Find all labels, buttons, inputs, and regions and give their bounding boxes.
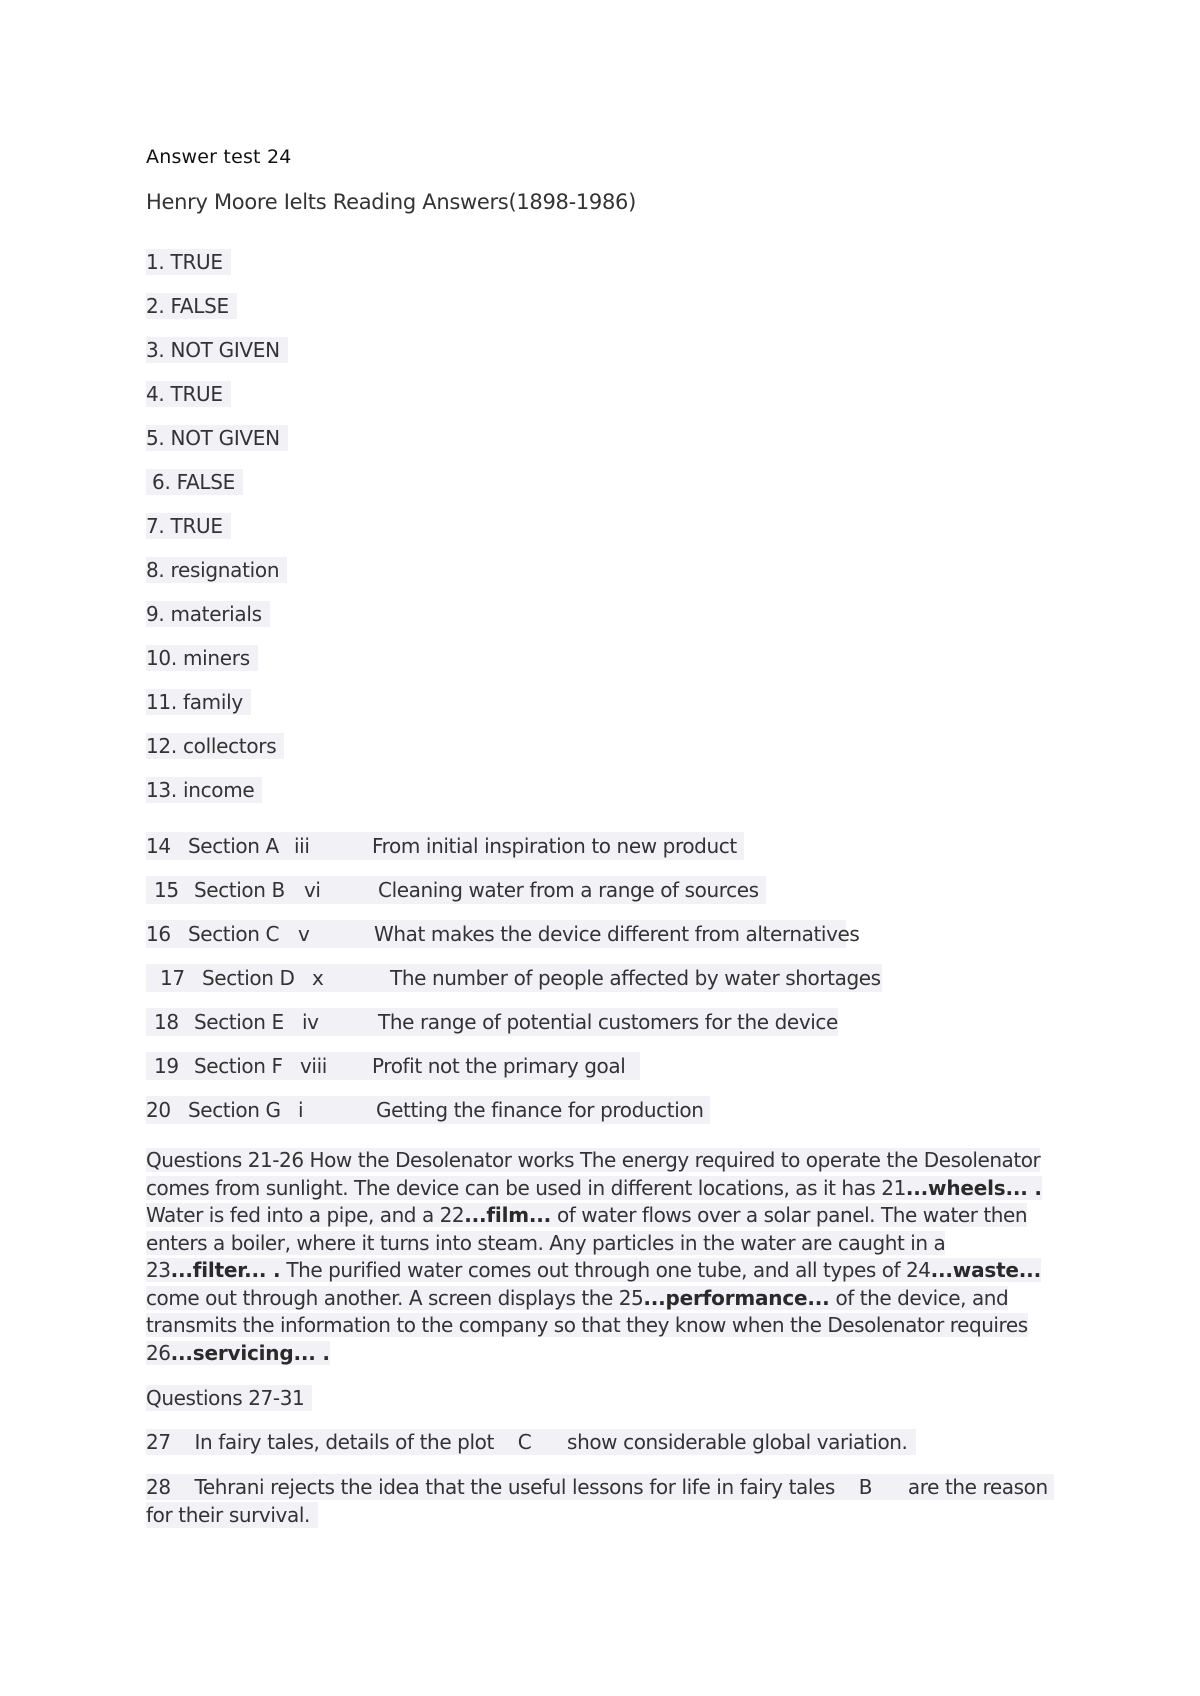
- answer-item: 8. resignation: [146, 558, 287, 582]
- answer-item: 10. miners: [146, 646, 258, 670]
- heading-number: 18: [154, 1010, 179, 1034]
- answer-item: 12. collectors: [146, 734, 284, 758]
- heading-number: 16: [146, 922, 171, 946]
- answer-24: ...waste...: [930, 1258, 1041, 1282]
- heading-text: From initial inspiration to new product: [372, 834, 737, 858]
- answer-25: ...performance...: [643, 1285, 830, 1310]
- heading-section: Section A: [188, 834, 279, 858]
- questions-27-31-heading: Questions 27-31: [146, 1386, 312, 1410]
- heading-row: [146, 1008, 838, 1036]
- heading-number: 19: [154, 1054, 179, 1078]
- page-subtitle: Henry Moore Ielts Reading Answers(1898-1986): [146, 190, 636, 214]
- answer-23: ...filter... .: [170, 1258, 281, 1282]
- heading-roman: viii: [300, 1054, 327, 1078]
- answer-26: ...servicing... .: [170, 1340, 330, 1365]
- heading-row: [146, 876, 766, 904]
- heading-number: 14: [146, 834, 171, 858]
- heading-number: 20: [146, 1098, 171, 1122]
- heading-roman: iv: [302, 1010, 319, 1034]
- heading-section: Section C: [188, 922, 280, 946]
- answer-22: ...film...: [464, 1203, 552, 1227]
- answer-item: 6. FALSE: [146, 470, 243, 494]
- heading-text: Getting the finance for production: [376, 1098, 704, 1122]
- heading-roman: iii: [294, 834, 310, 858]
- answer-item: 13. income: [146, 778, 262, 802]
- heading-section: Section G: [188, 1098, 281, 1122]
- heading-row: [146, 1096, 710, 1124]
- heading-number: 15: [154, 878, 179, 902]
- heading-section: Section B: [194, 878, 285, 902]
- heading-row: [146, 920, 860, 948]
- heading-row: [146, 964, 882, 992]
- heading-text: The range of potential customers for the device: [378, 1010, 838, 1034]
- heading-row: [146, 1052, 640, 1080]
- heading-roman: i: [298, 1098, 304, 1122]
- answer-item: 2. FALSE: [146, 294, 237, 318]
- answer-item: 11. family: [146, 690, 251, 714]
- heading-number: 17: [160, 966, 185, 990]
- answer-item: 5. NOT GIVEN: [146, 426, 288, 450]
- question-27: 27 In fairy tales, details of the plot C show considerable global variation.: [146, 1430, 916, 1454]
- answer-item: 4. TRUE: [146, 382, 231, 406]
- heading-text: What makes the device different from alternatives: [374, 922, 860, 946]
- page-title: Answer test 24: [146, 146, 292, 168]
- answer-item: 3. NOT GIVEN: [146, 338, 288, 362]
- heading-roman: v: [298, 922, 310, 946]
- answer-item: 9. materials: [146, 602, 270, 626]
- answer-21: ...wheels... .: [905, 1175, 1042, 1200]
- heading-section: Section E: [194, 1010, 284, 1034]
- heading-row: [146, 832, 744, 860]
- heading-text: Profit not the primary goal: [372, 1054, 626, 1078]
- heading-section: Section D: [202, 966, 295, 990]
- answer-item: 1. TRUE: [146, 250, 231, 274]
- answer-item: 7. TRUE: [146, 514, 231, 538]
- heading-text: Cleaning water from a range of sources: [378, 878, 759, 902]
- question-28: 28 Tehrani rejects the idea that the useful lessons for life in fairy tales B are the reason for their survival.: [146, 1475, 1054, 1527]
- heading-section: Section F: [194, 1054, 283, 1078]
- desolenator-paragraph: Questions 21-26 How the Desolenator works The energy required to operate the Desolenator comes from sunlight. The device can be used in different locations, as it has 21...wheels... . Water is fed into a pipe, and a 22...film... of water flows over a solar panel. The water then enters a boiler, where it turns into steam. Any particles in the water are caught in a 23...filter... . The purified water comes out through one tube, and all types of 24...waste... come out through another. A screen displays the 25...performance... of the device, and transmits the information to the company so that they know when the Desolenator requires 26...servicing... .: [146, 1148, 1042, 1365]
- heading-roman: vi: [304, 878, 321, 902]
- heading-text: The number of people affected by water shortages: [390, 966, 881, 990]
- heading-roman: x: [312, 966, 324, 990]
